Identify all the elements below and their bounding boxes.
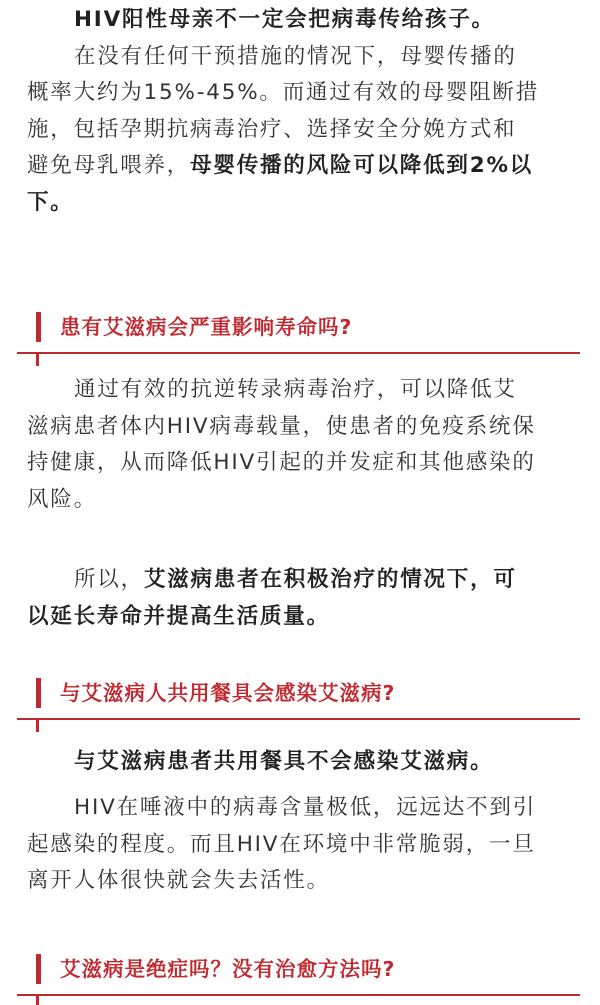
section2-summary-line-2: 以延长寿命并提高生活质量。 <box>27 603 330 629</box>
section1-block <box>27 2 579 221</box>
heading-accent-bar <box>36 954 41 984</box>
section2-summary-plain: 所以， <box>74 567 144 592</box>
section2-summary-line-1 <box>27 562 579 599</box>
section1-line-4-bold: 母婴传播的风险可以降低到2%以 <box>190 153 534 178</box>
section-heading-cure <box>17 950 580 998</box>
section1-line-2: 概率大约为15%-45%。而通过有效的母婴阻断措 <box>27 80 540 105</box>
heading-underline <box>17 994 580 996</box>
heading-accent-bar <box>36 678 41 708</box>
heading-tick <box>36 718 39 732</box>
section3-para-block <box>27 790 579 900</box>
section1-line-4-plain: 避免母乳喂养， <box>27 153 191 178</box>
section1-line-5: 下。 <box>27 189 74 215</box>
heading-title: 艾滋病是绝症吗？没有治愈方法吗? <box>60 957 396 981</box>
section2-line-2: 滋病患者体内HIV病毒载量，使患者的免疫系统保 <box>27 413 536 439</box>
section3-line-2: 起感染的程度。而且HIV在环境中非常脆弱，一旦 <box>27 831 536 857</box>
heading-tick <box>36 352 39 366</box>
section2-block <box>27 372 579 518</box>
section-heading-lifespan <box>17 308 580 356</box>
heading-title: 与艾滋病人共用餐具会感染艾滋病? <box>60 681 396 705</box>
section3-lead: 与艾滋病患者共用餐具不会感染艾滋病。 <box>74 749 494 774</box>
section1-line-4 <box>27 148 579 185</box>
section-heading-utensils <box>17 674 580 722</box>
section2-summary-block <box>27 562 579 635</box>
heading-tick <box>36 994 39 1005</box>
section2-summary-bold-1: 艾滋病患者在积极治疗的情况下，可 <box>143 567 517 592</box>
heading-underline <box>17 352 580 354</box>
section2-line-3: 持健康，从而降低HIV引起的并发症和其他感染的 <box>27 450 536 475</box>
section3-block <box>27 744 579 781</box>
section3-line-3: 离开人体很快就会失去活性。 <box>27 868 330 893</box>
heading-accent-bar <box>36 312 41 342</box>
heading-underline <box>17 718 580 720</box>
section3-line-1: HIV在唾液中的病毒含量极低，远远达不到引 <box>74 795 537 820</box>
section1-lead: HIV阳性母亲不一定会把病毒传给孩子。 <box>74 7 495 32</box>
section2-line-4: 风险。 <box>27 486 97 512</box>
section1-line-1: 在没有任何干预措施的情况下，母婴传播的 <box>74 43 517 69</box>
section1-line-3: 施，包括孕期抗病毒治疗、选择安全分娩方式和 <box>27 116 517 142</box>
section2-line-1: 通过有效的抗逆转录病毒治疗，可以降低艾 <box>74 377 517 402</box>
heading-title: 患有艾滋病会严重影响寿命吗? <box>60 315 353 339</box>
